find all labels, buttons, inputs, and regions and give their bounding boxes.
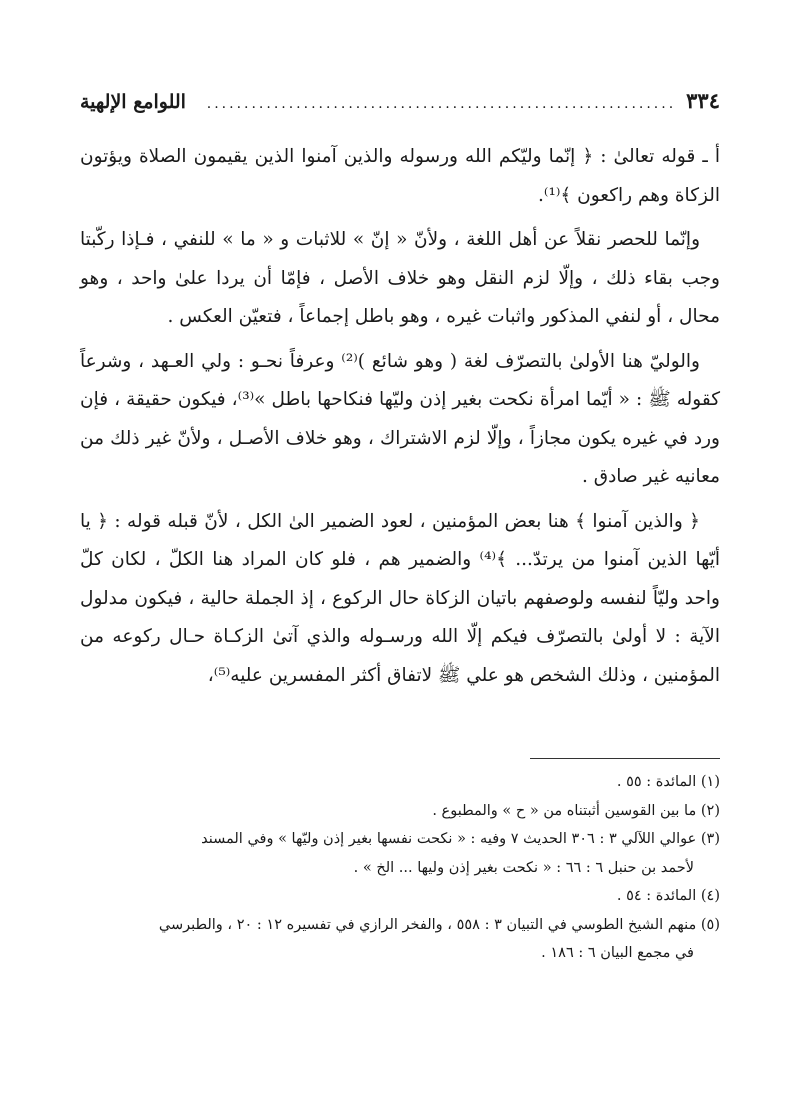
footnote-3: [80, 825, 720, 882]
footnote-continuation: لأحمد بن حنبل ٦ : ٦٦ : « نكحت بغير إذن وليها ... الخ » .: [353, 859, 694, 876]
footnote-text: المائدة : ٥٥ .: [616, 774, 697, 790]
paragraph-believers: ﴿ والذين آمنوا ﴾ هنا بعض المؤمنين ، لعود الضمير الىٰ الكل ، لأنّ قبله قوله : ﴿ يا أيّها الذين آمنوا من يرتدّ... ﴾⁽⁴⁾ والضمير هم ، فلو كان المراد هنا الكلّ ، لكان كلّ واحد وليّاً لنفسه ولوصفهم باتيان الزكاة حال الركوع ، إذ الجملة حالية ، فيكون مدلول الآية : لا أولىٰ بالتصرّف فيكم إلّا الله ورسـوله والذي آتىٰ الزكـاة حـال ركوعه من المؤمنين ، وذلك الشخص هو علي ﷺ لاتفاق أكثر المفسرين عليه⁽⁵⁾،: [80, 510, 721, 686]
running-header: [80, 88, 720, 128]
footnote-5: [80, 911, 720, 968]
footnote-text: ما بين القوسين أثبتناه من « ح » والمطبوع .: [432, 802, 697, 819]
footnote-continuation: في مجمع البيان ٦ : ١٨٦ .: [541, 945, 694, 961]
main-text: [80, 138, 720, 695]
footnote-marker: (٢): [700, 802, 720, 819]
footnote-marker: (٥): [700, 916, 720, 933]
footnotes: [80, 768, 720, 968]
book-page: [80, 88, 721, 961]
footnote-1: [80, 768, 720, 797]
footnote-marker: (٣): [700, 831, 720, 847]
footnote-2: [80, 797, 720, 826]
footnote-text: المائدة : ٥٤ .: [616, 888, 697, 904]
footnote-marker: (٤): [700, 888, 720, 904]
footnote-4: [80, 882, 720, 911]
paragraph-wali: والوليّ هنا الأولىٰ بالتصرّف لغة ( وهو شائع )⁽²⁾ وعرفاً نحـو : ولي العـهد ، وشرعاً كقوله ﷺ : « أيّما امرأة نكحت بغير إذن وليّها فنكاحها باطل »⁽³⁾، فيكون حقيقة ، فإن ورد في غيره يكون مجازاً ، وإلّا لزم الاشتراك ، وهو خلاف الأصـل ، ولأنّ غير ذلك من معانيه غير صادق .: [80, 350, 720, 487]
footnote-text: عوالي اللآلي ٣ : ٣٠٦ الحديث ٧ وفيه : « نكحت نفسها بغير إذن وليّها » وفي المسند: [201, 831, 697, 847]
footnote-marker: (١): [700, 774, 720, 790]
page-number: ٣٣٤: [686, 88, 720, 113]
footnote-text: منهم الشيخ الطوسي في التبيان ٣ : ٥٥٨ ، والفخر الرازي في تفسيره ١٢ : ٢٠ ، والطبرسي: [158, 916, 697, 933]
footnote-separator: [530, 758, 720, 759]
header-leader-dots: ...............................................................: [206, 96, 677, 112]
paragraph-hasr: وإنّما للحصر نقلاً عن أهل اللغة ، ولأنّ « إنّ » للاثبات و « ما » للنفي ، فـإذا ركّبتا وجب بقاء ذلك ، وإلّا لزم النقل وهو خلاف الأصل ، فإمّا أن يردا علىٰ واحد ، وهو محال ، أو لنفي المذكور واثبات غيره ، وهو باطل إجماعاً ، فتعيّن العكس .: [80, 229, 720, 327]
book-title: اللوامع الإلهية: [80, 91, 186, 113]
paragraph-verse: أ ـ قوله تعالىٰ : ﴿ إنّما وليّكم الله ورسوله والذين آمنوا الذين يقيمون الصلاة ويؤتون الزكاة وهم راكعون ﴾⁽¹⁾.: [80, 146, 720, 206]
